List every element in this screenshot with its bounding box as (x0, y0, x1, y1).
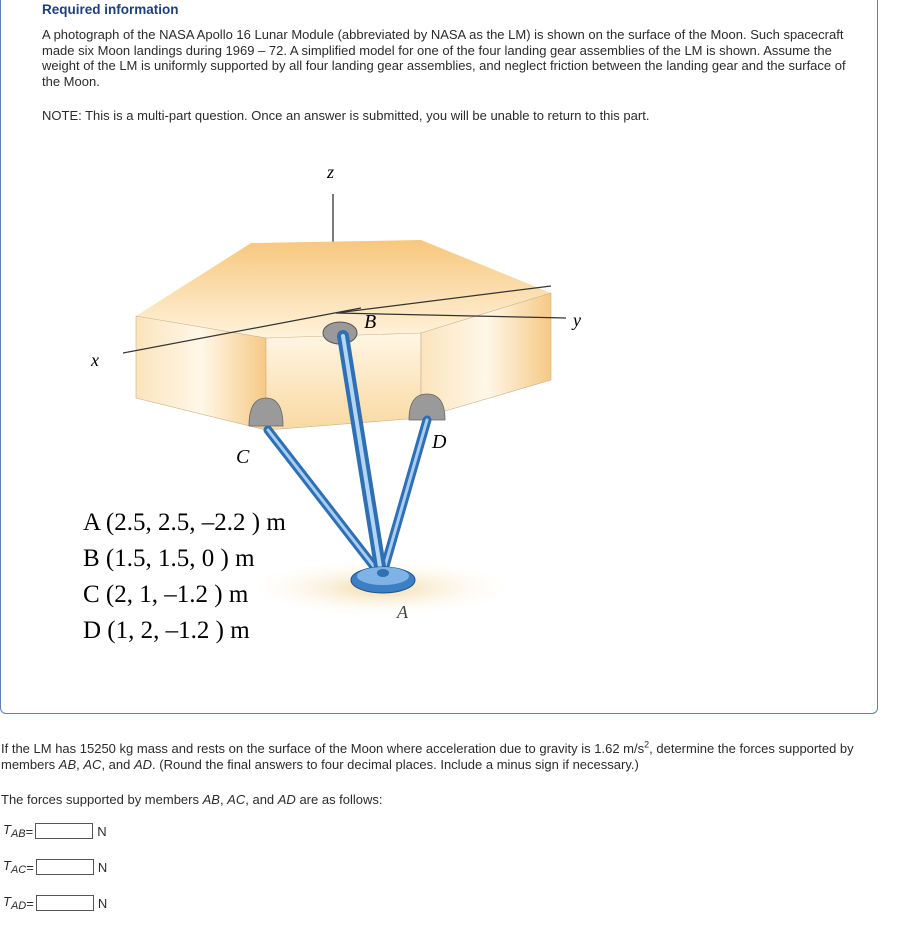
question-part1: If the LM has 15250 kg mass and rests on the surface of the Moon where acceleration due to gravity is 1.62 m/s (1, 741, 645, 756)
tad-equals: = (26, 895, 34, 911)
z-axis-label: z (327, 162, 335, 182)
question-sup: 2 (644, 739, 650, 750)
coord-d: D (1, 2, –1.2 ) m (83, 617, 250, 644)
tac-input[interactable] (36, 859, 94, 875)
prompt-member-ac: AC (227, 792, 246, 807)
prompt-part1: The forces supported by members (1, 792, 203, 807)
tab-label: $T_{AB}$ (3, 822, 26, 840)
info-paragraph: A photograph of the NASA Apollo 16 Lunar Module (abbreviated by NASA as the LM) is shown on the surface of the Moon. Such spacecraft made six Moon landings during 1969 – 72. A simplified model for one of the four landing gear assemblies of the LM is shown. Assume the weight of the LM is uniformly supported by all four landing gear assemblies, and neglect friction between the landing gear and the surface of the Moon. (42, 27, 846, 89)
prompt-part2: are as follows: (295, 792, 383, 807)
tac-label: $T_{AC}$ (3, 858, 27, 876)
answer-row-tad (3, 893, 107, 913)
point-d-label: D (432, 431, 447, 453)
question-member-ac: AC (83, 757, 102, 772)
answer-row-tab (3, 821, 107, 841)
tab-equals: = (25, 823, 34, 839)
point-c-label: C (236, 446, 250, 468)
point-b-label: B (364, 311, 377, 333)
lunar-module-figure (61, 148, 621, 648)
question-part3: . (Round the final answers to four decimal places. Include a minus sign if necessary.) (152, 757, 639, 772)
tab-input[interactable] (35, 823, 93, 839)
question-member-ab: AB (58, 757, 77, 772)
question-member-ad: AD (133, 757, 153, 772)
tac-equals: = (26, 859, 34, 875)
prompt-sep2: , and (245, 792, 278, 807)
question-part2: , determine the forces supported by members (1, 741, 854, 772)
coord-a: A (2.5, 2.5, –2.2 ) m (83, 509, 286, 536)
coord-c: C (2, 1, –1.2 ) m (83, 581, 249, 608)
question-text (1, 741, 901, 773)
tac-unit: N (97, 859, 108, 875)
prompt-member-ad: AD (277, 792, 296, 807)
tad-label: $T_{AD}$ (3, 894, 27, 912)
point-a-label: A (397, 602, 408, 622)
question-sep1: , (76, 757, 84, 772)
coord-b: B (1.5, 1.5, 0 ) m (83, 545, 255, 572)
answer-row-tac (3, 857, 107, 877)
tab-unit: N (97, 823, 107, 839)
tad-unit: N (97, 895, 108, 911)
info-title: Required information (42, 2, 179, 17)
y-axis-label: y (573, 310, 581, 330)
tad-input[interactable] (36, 895, 94, 911)
answer-prompt (1, 792, 383, 807)
info-note: NOTE: This is a multi-part question. Once an answer is submitted, you will be unable to return to this part. (42, 108, 650, 123)
prompt-member-ab: AB (202, 792, 220, 807)
prompt-sep1: , (219, 792, 228, 807)
x-axis-label: x (91, 350, 99, 370)
question-sep2: , and (101, 757, 134, 772)
